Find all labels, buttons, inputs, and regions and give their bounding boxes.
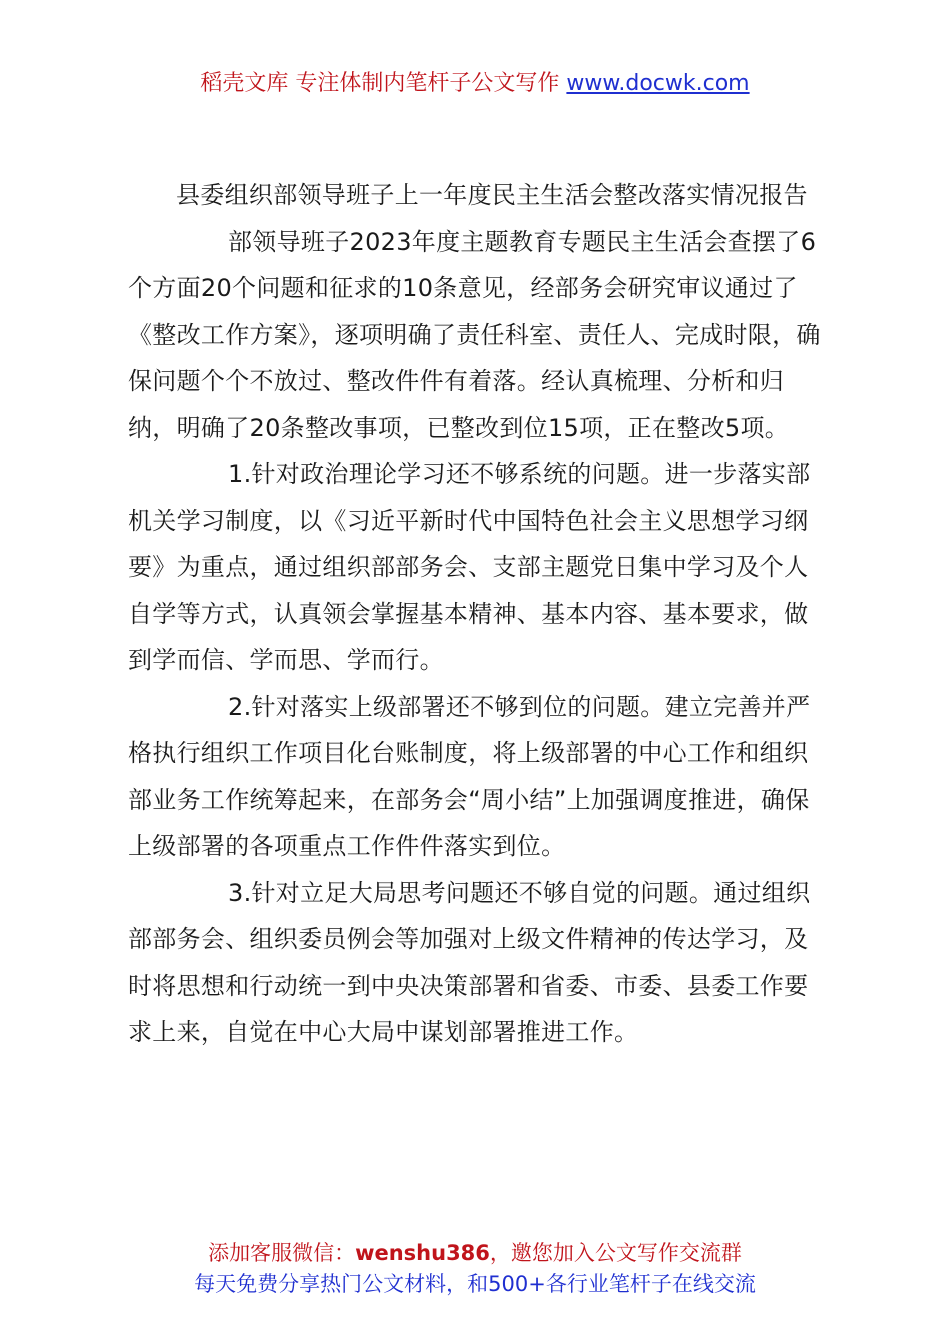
paragraph-item-3: 3.针对立足大局思考问题还不够自觉的问题。通过组织部部务会、组织委员例会等加强对上级文件精神的传达学习，及时将思想和行动统一到中央决策部署和省委、市委、县委工作要求上来，自觉在中心大局中谋划部署推进工作。	[128, 878, 811, 1046]
footer-wechat-line	[0, 1238, 950, 1269]
watermark-header	[0, 68, 950, 100]
document-title: 县委组织部领导班子上一年度民主生活会整改落实情况报告	[176, 181, 808, 209]
site-link[interactable]: www.docwk.com	[566, 71, 750, 96]
paragraph-item-2: 2.针对落实上级部署还不够到位的问题。建立完善并严格执行组织工作项目化台账制度，将上级部署的中心工作和组织部业务工作统筹起来，在部务会“周小结”上加强调度推进，确保上级部署的各项重点工作件件落实到位。	[128, 692, 811, 860]
paragraph-intro: 部领导班子2023年度主题教育专题民主生活会查摆了6个方面20个问题和征求的10条意见，经部务会研究审议通过了《整改工作方案》，逐项明确了责任科室、责任人、完成时限，确保问题个个不放过、整改件件有着落。经认真梳理、分析和归纳，明确了20条整改事项，已整改到位15项，正在整改5项。	[128, 227, 821, 442]
footer-prefix: 添加客服微信：	[208, 1241, 356, 1265]
footer-suffix: ，邀您加入公文写作交流群	[489, 1241, 742, 1265]
promo-footer	[0, 1238, 950, 1300]
wechat-id: wenshu386	[355, 1241, 490, 1265]
footer-share-line: 每天免费分享热门公文材料，和500+各行业笔杆子在线交流	[194, 1272, 756, 1296]
document-body	[128, 172, 828, 1056]
paragraph-item-1: 1.针对政治理论学习还不够系统的问题。进一步落实部机关学习制度，以《习近平新时代中国特色社会主义思想学习纲要》为重点，通过组织部部务会、支部主题党日集中学习及个人自学等方式，认真领会掌握基本精神、基本内容、基本要求，做到学而信、学而思、学而行。	[128, 460, 811, 674]
brand-text: 稻壳文库 专注体制内笔杆子公文写作	[200, 71, 567, 96]
